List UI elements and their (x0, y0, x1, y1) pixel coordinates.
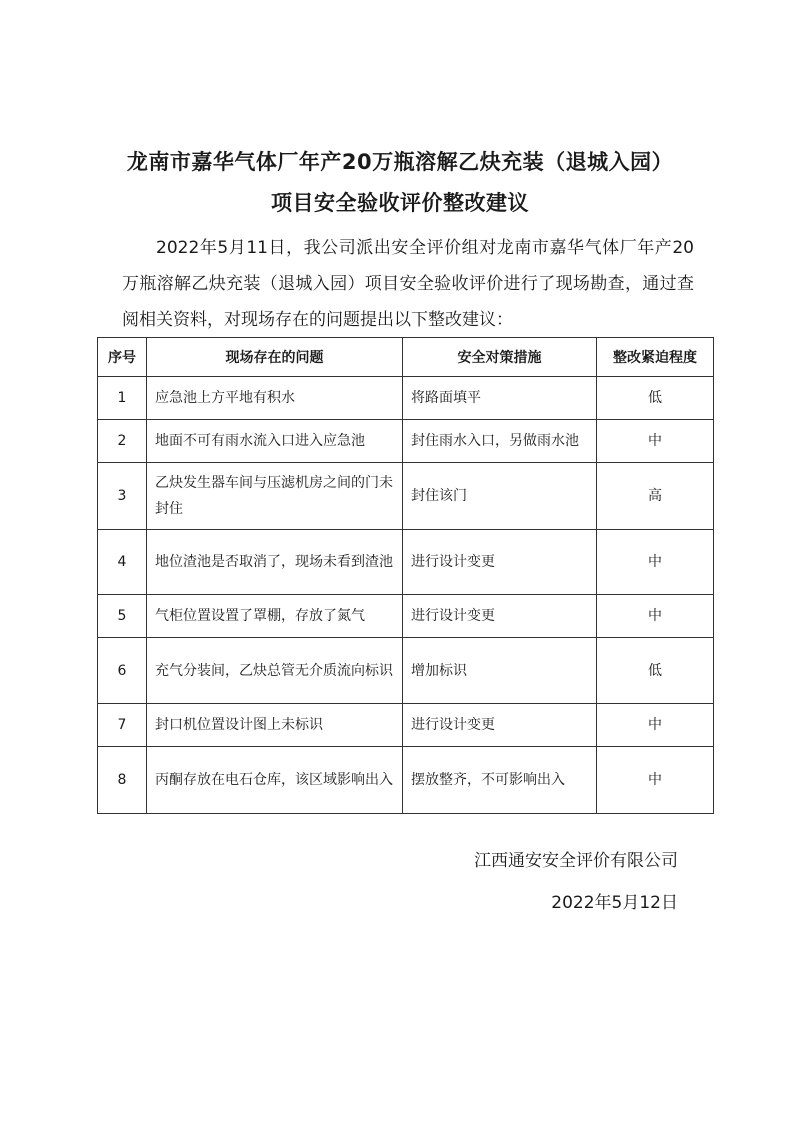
table-row (98, 530, 714, 595)
row-urgency: 中 (597, 530, 714, 595)
header-urgency: 整改紧迫程度 (597, 338, 714, 377)
row-no: 3 (98, 463, 147, 530)
row-issue: 乙炔发生器车间与压滤机房之间的门未封住 (147, 463, 403, 530)
header-measure: 安全对策措施 (403, 338, 597, 377)
table-row (98, 638, 714, 704)
row-urgency: 中 (597, 420, 714, 463)
row-no: 4 (98, 530, 147, 595)
row-measure: 进行设计变更 (403, 530, 597, 595)
row-no: 7 (98, 704, 147, 747)
row-issue: 气柜位置设置了罩棚，存放了氮气 (147, 595, 403, 638)
row-urgency: 低 (597, 377, 714, 420)
row-measure: 封住雨水入口，另做雨水池 (403, 420, 597, 463)
row-measure: 进行设计变更 (403, 704, 597, 747)
header-no: 序号 (98, 338, 147, 377)
table-row (98, 747, 714, 814)
row-issue: 封口机位置设计图上未标识 (147, 704, 403, 747)
row-issue: 地面不可有雨水流入口进入应急池 (147, 420, 403, 463)
row-measure: 进行设计变更 (403, 595, 597, 638)
row-no: 5 (98, 595, 147, 638)
row-issue: 充气分装间，乙炔总管无介质流向标识 (147, 638, 403, 704)
table-row (98, 377, 714, 420)
row-measure: 将路面填平 (403, 377, 597, 420)
table-row (98, 704, 714, 747)
row-no: 6 (98, 638, 147, 704)
row-issue: 应急池上方平地有积水 (147, 377, 403, 420)
row-urgency: 中 (597, 747, 714, 814)
document-title-line-2: 项目安全验收评价整改建议 (271, 191, 529, 215)
intro-paragraph: 2022年5月11日，我公司派出安全评价组对龙南市嘉华气体厂年产20万瓶溶解乙炔充装（退城入园）项目安全验收评价进行了现场勘查，通过查阅相关资料，对现场存在的问题提出以下整改建议： (122, 238, 694, 330)
row-no: 1 (98, 377, 147, 420)
row-issue: 地位渣池是否取消了，现场未看到渣池 (147, 530, 403, 595)
row-urgency: 低 (597, 638, 714, 704)
company-signature: 江西通安安全评价有限公司 (474, 851, 678, 871)
rectification-table (97, 337, 714, 814)
row-urgency: 高 (597, 463, 714, 530)
table-header-row (98, 338, 714, 377)
table-row (98, 463, 714, 530)
document-title-line-1: 龙南市嘉华气体厂年产20万瓶溶解乙炔充装（退城入园） (126, 150, 674, 174)
header-issue: 现场存在的问题 (147, 338, 403, 377)
table-row (98, 420, 714, 463)
row-measure: 摆放整齐，不可影响出入 (403, 747, 597, 814)
row-issue: 丙酮存放在电石仓库，该区域影响出入 (147, 747, 403, 814)
row-no: 8 (98, 747, 147, 814)
row-measure: 增加标识 (403, 638, 597, 704)
row-urgency: 中 (597, 704, 714, 747)
row-no: 2 (98, 420, 147, 463)
row-urgency: 中 (597, 595, 714, 638)
signature-date: 2022年5月12日 (551, 893, 678, 913)
table-row (98, 595, 714, 638)
row-measure: 封住该门 (403, 463, 597, 530)
